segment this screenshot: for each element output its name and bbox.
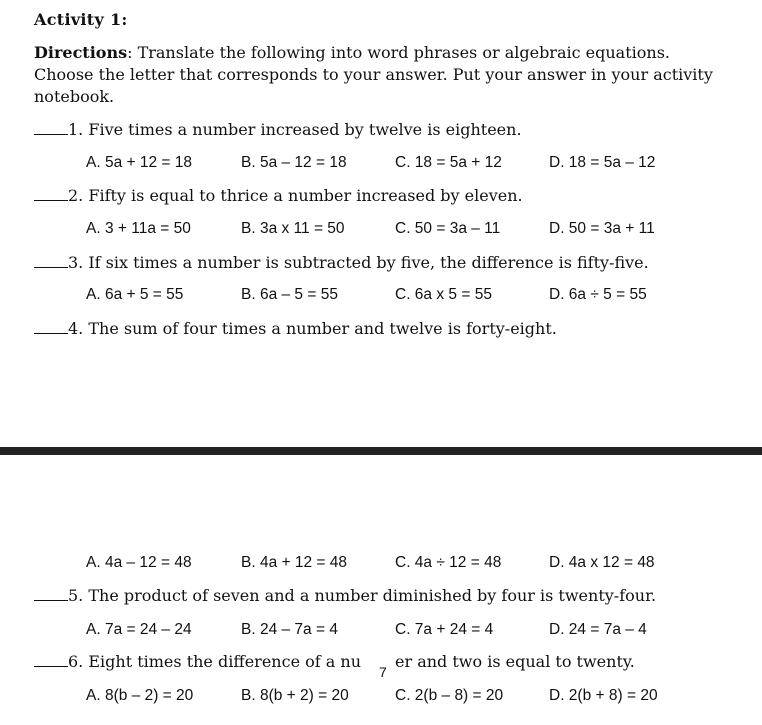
choice-1b: B. 5a – 12 = 18 [241, 154, 347, 171]
choice-3a: A. 6a + 5 = 55 [86, 286, 184, 303]
choice-2b: B. 3a x 11 = 50 [241, 220, 345, 237]
choice-5a: A. 7a = 24 – 24 [86, 621, 192, 638]
answer-blank-2[interactable] [34, 186, 68, 201]
question-4-text: 4. The sum of four times a number and twelve is forty-eight. [68, 319, 557, 338]
activity-title: Activity 1: [34, 10, 128, 29]
choice-4c: C. 4a ÷ 12 = 48 [395, 554, 502, 571]
question-2 [34, 186, 523, 205]
question-2-text: 2. Fifty is equal to thrice a number increased by eleven. [68, 186, 523, 205]
question-6-text-after: er and two is equal to twenty. [395, 652, 635, 671]
choice-5b: B. 24 – 7a = 4 [241, 621, 338, 638]
choice-2c: C. 50 = 3a – 11 [395, 220, 501, 237]
choice-3b: B. 6a – 5 = 55 [241, 286, 338, 303]
question-5 [34, 586, 656, 605]
choice-6d: D. 2(b + 8) = 20 [549, 687, 658, 704]
answer-blank-1[interactable] [34, 120, 68, 135]
choice-1d: D. 18 = 5a – 12 [549, 154, 656, 171]
choice-6b: B. 8(b + 2) = 20 [241, 687, 349, 704]
choice-2a: A. 3 + 11a = 50 [86, 220, 191, 237]
answer-blank-5[interactable] [34, 586, 68, 601]
choice-2d: D. 50 = 3a + 11 [549, 220, 655, 237]
choice-4a: A. 4a – 12 = 48 [86, 554, 192, 571]
page-number: 7 [373, 664, 393, 680]
question-3-text: 3. If six times a number is subtracted by five, the difference is fifty-five. [68, 253, 649, 272]
choice-4b: B. 4a + 12 = 48 [241, 554, 348, 571]
answer-blank-4[interactable] [34, 319, 68, 334]
choice-3c: C. 6a x 5 = 55 [395, 286, 492, 303]
choice-1c: C. 18 = 5a + 12 [395, 154, 502, 171]
question-3 [34, 253, 649, 272]
question-6-text-before: 6. Eight times the difference of a nu [68, 652, 361, 671]
question-1-text: 1. Five times a number increased by twelve is eighteen. [68, 120, 522, 139]
choice-1a: A. 5a + 12 = 18 [86, 154, 193, 171]
directions-label: Directions [34, 43, 128, 62]
choice-5c: C. 7a + 24 = 4 [395, 621, 494, 638]
answer-blank-6[interactable] [34, 652, 68, 667]
choice-4d: D. 4a x 12 = 48 [549, 554, 655, 571]
directions-text: : Translate the following into word phrases or algebraic equations. Choose the letter that corresponds to your answer. Put your answer in your activity notebook. [34, 43, 713, 106]
choice-6c: C. 2(b – 8) = 20 [395, 687, 504, 704]
choice-5d: D. 24 = 7a – 4 [549, 621, 647, 638]
question-4 [34, 319, 557, 338]
question-1 [34, 120, 522, 139]
choice-6a: A. 8(b – 2) = 20 [86, 687, 194, 704]
question-5-text: 5. The product of seven and a number diminished by four is twenty-four. [68, 586, 657, 605]
choice-3d: D. 6a ÷ 5 = 55 [549, 286, 647, 303]
answer-blank-3[interactable] [34, 253, 68, 268]
page-divider [0, 447, 762, 455]
directions-paragraph [34, 42, 734, 108]
question-6 [34, 652, 635, 671]
